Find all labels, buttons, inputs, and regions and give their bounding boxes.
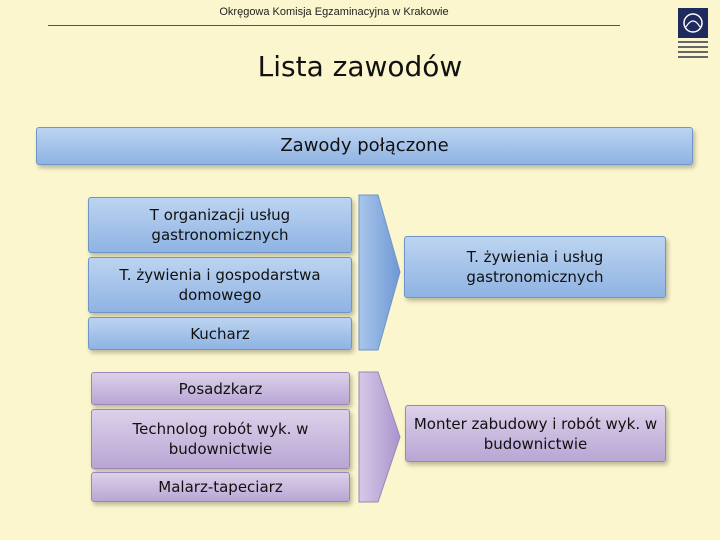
source-box-gastro-3: Kucharz bbox=[88, 317, 352, 350]
source-box-build-2: Technolog robót wyk. w budownictwie bbox=[91, 409, 350, 469]
merge-arrow-build bbox=[356, 369, 402, 505]
source-box-gastro-2: T. żywienia i gospodarstwa domowego bbox=[88, 257, 352, 313]
page-title: Lista zawodów bbox=[257, 50, 463, 83]
source-box-build-1: Posadzkarz bbox=[91, 372, 350, 405]
merge-arrow-gastro bbox=[356, 192, 402, 354]
target-box-build: Monter zabudowy i robót wyk. w budownictwie bbox=[405, 405, 666, 462]
header-divider bbox=[48, 25, 620, 26]
source-box-build-3: Malarz-tapeciarz bbox=[91, 472, 350, 502]
oke-logo-mark bbox=[678, 8, 708, 38]
header-org-name: Okręgowa Komisja Egzaminacyjna w Krakowie bbox=[219, 6, 449, 18]
oke-logo-icon bbox=[680, 11, 706, 35]
target-box-gastro: T. żywienia i usług gastronomicznych bbox=[404, 236, 666, 298]
source-box-gastro-1: T organizacji usług gastronomicznych bbox=[88, 197, 352, 253]
combined-professions-banner: Zawody połączone bbox=[36, 127, 693, 165]
